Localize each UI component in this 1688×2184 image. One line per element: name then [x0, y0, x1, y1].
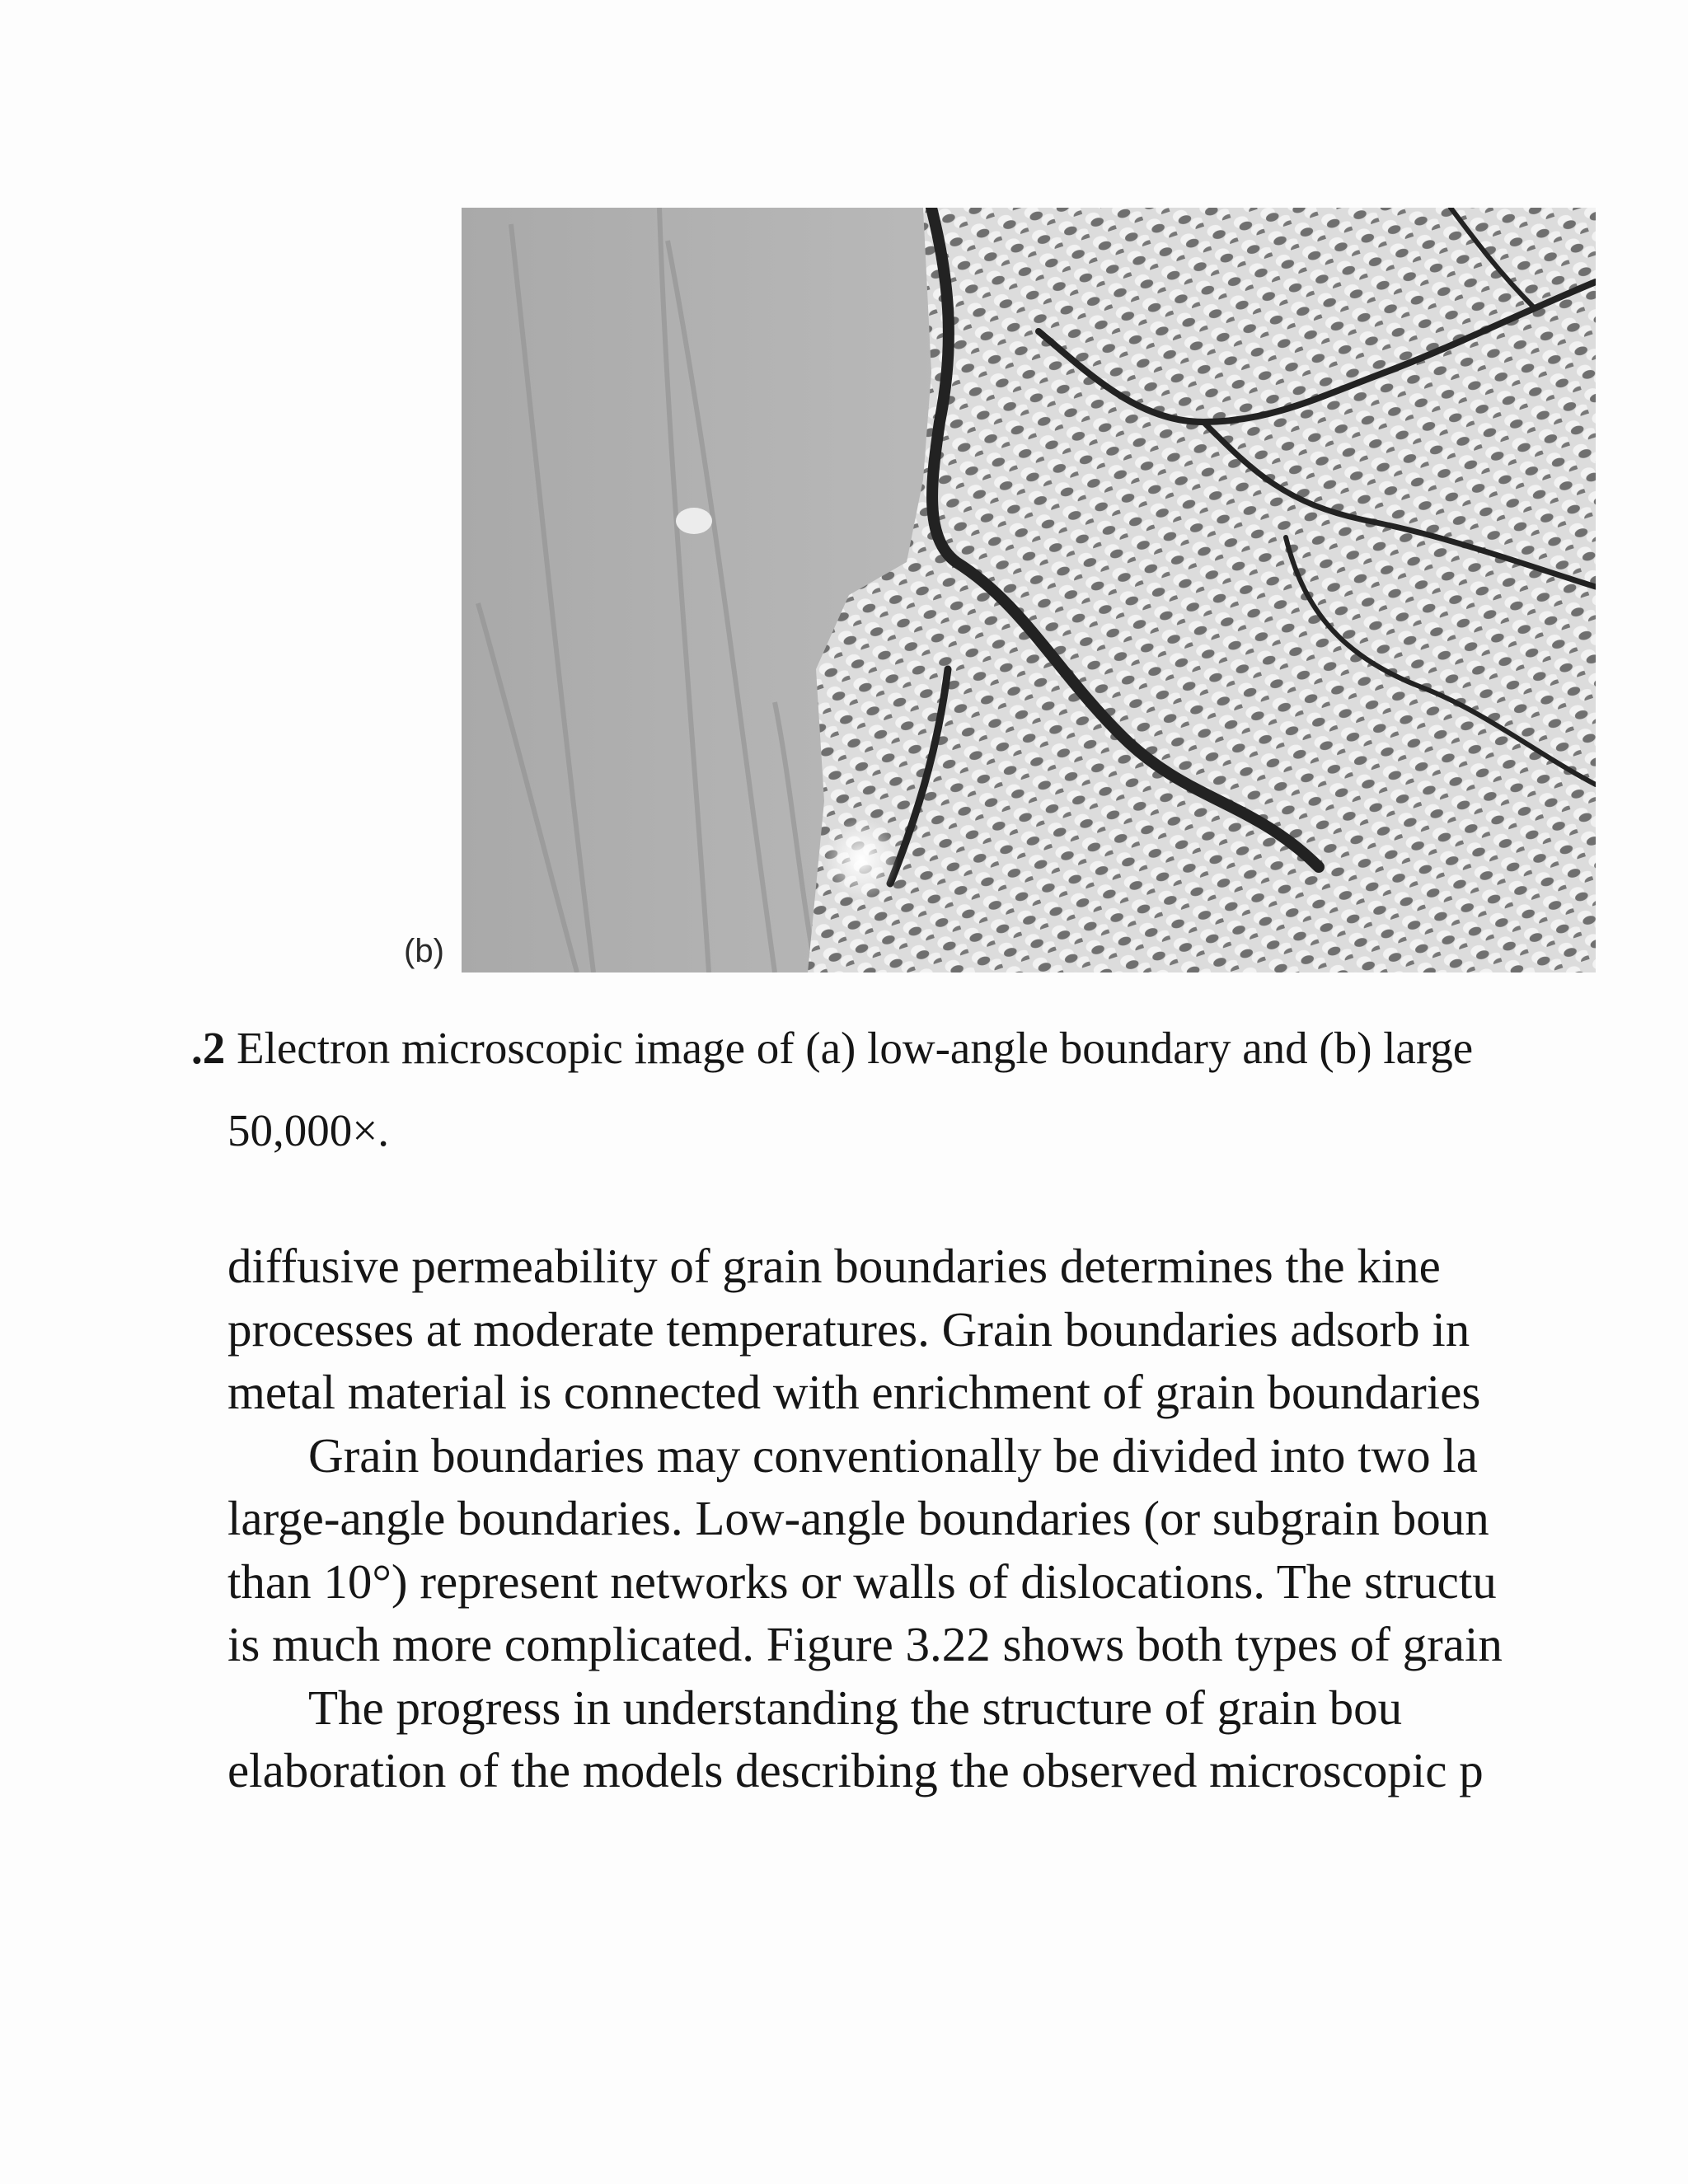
text-line: diffusive permeability of grain boundaries determines the kine	[227, 1239, 1441, 1293]
body-text	[227, 1235, 1688, 1802]
text-line: is much more complicated. Figure 3.22 shows both types of grain	[227, 1617, 1503, 1671]
text-line: The progress in understanding the structure of grain bou	[308, 1680, 1403, 1735]
electron-micrograph	[462, 208, 1596, 972]
figure-caption	[191, 1007, 1688, 1090]
text-line: elaboration of the models describing the observed microscopic p	[227, 1743, 1484, 1797]
text-line: metal material is connected with enrichment of grain boundaries	[227, 1365, 1481, 1419]
figure-panel-label: (b)	[404, 933, 444, 969]
figure-caption-magnification: 50,000×.	[227, 1105, 390, 1155]
figure-caption-text: Electron microscopic image of (a) low-angle boundary and (b) large	[237, 1023, 1474, 1073]
text-line: large-angle boundaries. Low-angle boundaries (or subgrain boun	[227, 1491, 1489, 1545]
text-line: processes at moderate temperatures. Grain boundaries adsorb in	[227, 1301, 1470, 1357]
text-line: Grain boundaries may conventionally be divided into two la	[308, 1427, 1478, 1483]
figure-caption-number: .2	[191, 1023, 226, 1073]
text-line: than 10°) represent networks or walls of dislocations. The structu	[227, 1554, 1497, 1609]
